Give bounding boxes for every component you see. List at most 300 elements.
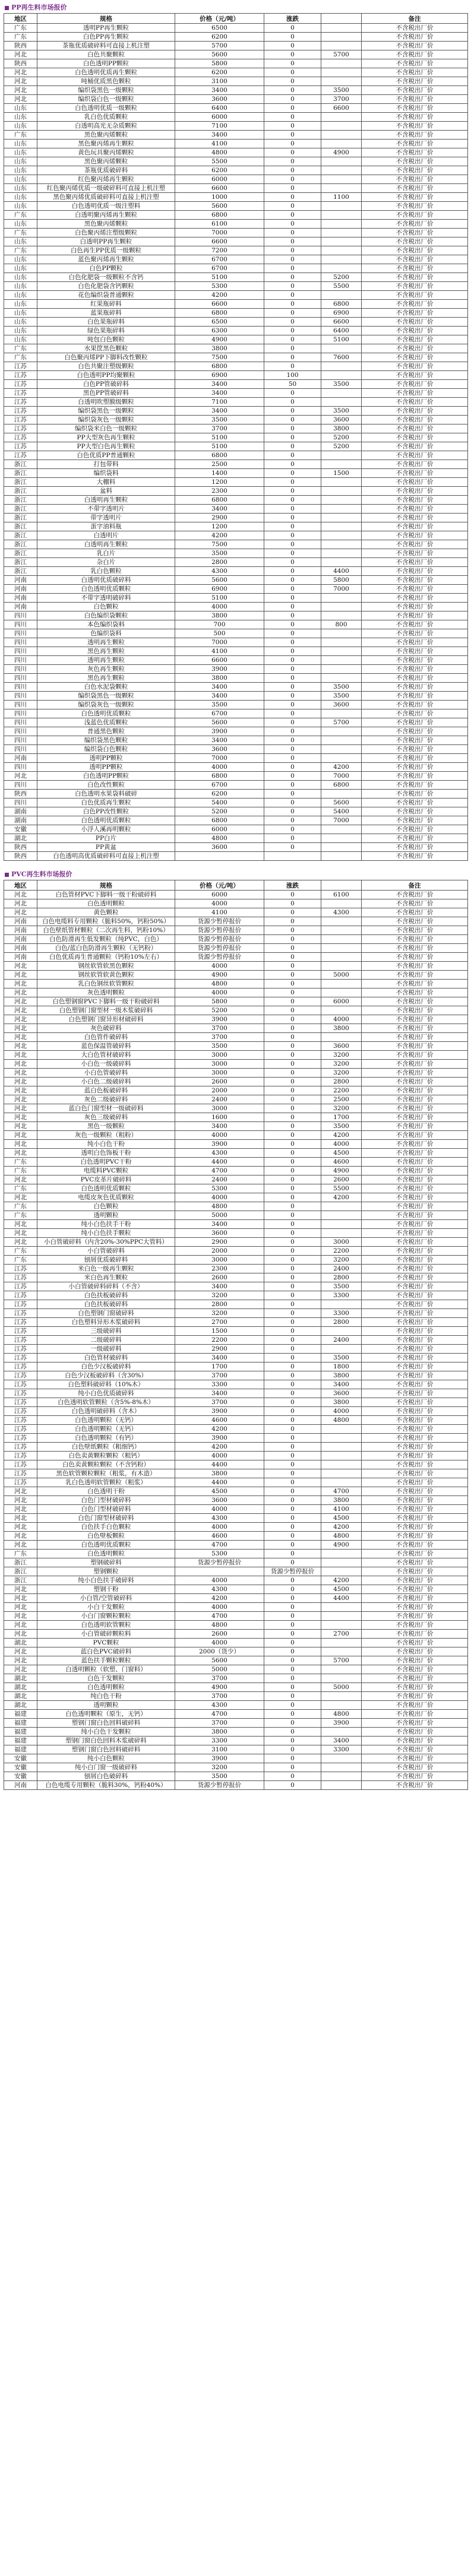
prev-price-cell bbox=[321, 558, 362, 567]
table-row bbox=[4, 1496, 468, 1505]
note-cell: 不含税出厂价 bbox=[362, 1086, 468, 1095]
prev-price-cell bbox=[321, 1033, 362, 1042]
price-cell: 3500 bbox=[175, 701, 264, 709]
region-cell: 江苏 bbox=[4, 1363, 37, 1371]
change-cell: 0 bbox=[264, 264, 321, 273]
table-row bbox=[4, 926, 468, 935]
note-cell: 不含税出厂价 bbox=[362, 1122, 468, 1131]
price-cell: 4600 bbox=[175, 1532, 264, 1541]
note-cell: 不含税出厂价 bbox=[362, 709, 468, 718]
table-row bbox=[4, 1701, 468, 1710]
price-cell: 3000 bbox=[175, 1051, 264, 1060]
spec-cell: 白色透明软管颗粒（含5%-8%木） bbox=[37, 1398, 175, 1407]
region-cell: 福建 bbox=[4, 1719, 37, 1728]
change-cell: 0 bbox=[264, 692, 321, 701]
prev-price-cell bbox=[321, 184, 362, 193]
table-row bbox=[4, 1113, 468, 1122]
spec-cell: 一级破碎料 bbox=[37, 1345, 175, 1354]
spec-cell: 透明再生颗粒 bbox=[37, 656, 175, 665]
region-cell: 山东 bbox=[4, 157, 37, 166]
region-cell: 山东 bbox=[4, 202, 37, 211]
change-cell: 0 bbox=[264, 1131, 321, 1140]
prev-price-cell: 5000 bbox=[321, 1683, 362, 1692]
spec-cell: 编织袋灰色一级颗粒 bbox=[37, 416, 175, 424]
region-cell: 陕西 bbox=[4, 852, 37, 861]
prev-price-cell bbox=[321, 1754, 362, 1763]
prev-price-cell bbox=[321, 1772, 362, 1781]
change-cell: 0 bbox=[264, 1532, 321, 1541]
change-cell bbox=[264, 852, 321, 861]
pvc-header-row bbox=[4, 880, 468, 891]
spec-cell: 蓝白色PVC破碎料 bbox=[37, 1647, 175, 1656]
price-cell: 3000 bbox=[175, 1069, 264, 1078]
change-cell: 0 bbox=[264, 407, 321, 416]
region-cell: 四川 bbox=[4, 799, 37, 807]
price-cell: 1600 bbox=[175, 1113, 264, 1122]
note-cell: 不含税出厂价 bbox=[362, 1603, 468, 1612]
prev-price-cell bbox=[321, 727, 362, 736]
region-cell: 江苏 bbox=[4, 1327, 37, 1336]
table-row bbox=[4, 1576, 468, 1585]
region-cell: 河北 bbox=[4, 1647, 37, 1656]
price-cell: 3700 bbox=[175, 1692, 264, 1701]
note-cell: 不含税出厂价 bbox=[362, 1247, 468, 1256]
price-cell: 6900 bbox=[175, 585, 264, 594]
change-cell: 0 bbox=[264, 1692, 321, 1701]
prev-price-cell bbox=[321, 1674, 362, 1683]
region-cell: 河北 bbox=[4, 1015, 37, 1024]
price-cell: 4000 bbox=[175, 899, 264, 908]
note-cell: 不含税出厂价 bbox=[362, 318, 468, 327]
note-cell: 不含税出厂价 bbox=[362, 611, 468, 620]
prev-price-cell bbox=[321, 264, 362, 273]
change-cell: 0 bbox=[264, 1621, 321, 1630]
change-cell: 0 bbox=[264, 442, 321, 451]
region-cell: 江苏 bbox=[4, 1434, 37, 1443]
table-row bbox=[4, 264, 468, 273]
change-cell: 0 bbox=[264, 24, 321, 33]
price-cell: 6700 bbox=[175, 255, 264, 264]
table-row bbox=[4, 1558, 468, 1567]
note-cell: 不含税出厂价 bbox=[362, 944, 468, 953]
table-row bbox=[4, 1719, 468, 1728]
region-cell: 河北 bbox=[4, 1220, 37, 1229]
spec-cell: 白色管材破碎料 bbox=[37, 1354, 175, 1363]
price-cell: 3400 bbox=[175, 407, 264, 416]
spec-cell: 透明颗粒 bbox=[37, 1211, 175, 1220]
table-row bbox=[4, 398, 468, 407]
region-cell: 山东 bbox=[4, 166, 37, 175]
note-cell: 不含税出厂价 bbox=[362, 1113, 468, 1122]
table-row bbox=[4, 469, 468, 478]
note-cell: 不含税出厂价 bbox=[362, 1487, 468, 1496]
change-cell: 0 bbox=[264, 1487, 321, 1496]
prev-price-cell: 3500 bbox=[321, 692, 362, 701]
note-cell: 不含税出厂价 bbox=[362, 1211, 468, 1220]
region-cell: 河北 bbox=[4, 772, 37, 781]
note-cell: 不含税出厂价 bbox=[362, 1015, 468, 1024]
change-cell: 0 bbox=[264, 33, 321, 42]
price-cell: 3600 bbox=[175, 745, 264, 754]
note-cell: 不含税出厂价 bbox=[362, 531, 468, 540]
prev-price-cell bbox=[321, 1621, 362, 1630]
prev-price-cell: 5800 bbox=[321, 576, 362, 585]
note-cell: 不含税出厂价 bbox=[362, 1621, 468, 1630]
region-cell: 广东 bbox=[4, 1184, 37, 1193]
price-cell: 6800 bbox=[175, 211, 264, 220]
price-cell: 5600 bbox=[175, 718, 264, 727]
spec-cell: 白色透明颗粒（无钙） bbox=[37, 1425, 175, 1434]
change-cell: 0 bbox=[264, 926, 321, 935]
note-cell: 不含税出厂价 bbox=[362, 917, 468, 926]
table-row bbox=[4, 1416, 468, 1425]
region-cell: 河北 bbox=[4, 899, 37, 908]
price-cell: 4000 bbox=[175, 1131, 264, 1140]
prev-price-cell: 3200 bbox=[321, 1256, 362, 1265]
change-cell: 0 bbox=[264, 77, 321, 86]
spec-cell: PP白片 bbox=[37, 834, 175, 843]
note-cell: 不含税出厂价 bbox=[362, 971, 468, 980]
spec-cell: 花色编织袋普通颗粒 bbox=[37, 291, 175, 300]
note-cell: 不含税出厂价 bbox=[362, 407, 468, 416]
change-cell: 0 bbox=[264, 935, 321, 944]
price-cell: 4000 bbox=[175, 763, 264, 772]
note-cell: 不含税出厂价 bbox=[362, 24, 468, 33]
prev-price-cell bbox=[321, 478, 362, 487]
note-cell: 不含税出厂价 bbox=[362, 59, 468, 68]
change-cell: 0 bbox=[264, 558, 321, 567]
spec-cell: 蓝果瓶碎料 bbox=[37, 309, 175, 318]
price-cell: 2400 bbox=[175, 1175, 264, 1184]
prev-price-cell bbox=[321, 736, 362, 745]
region-cell: 河北 bbox=[4, 1612, 37, 1621]
spec-cell: 纯白色干粉 bbox=[37, 1692, 175, 1701]
prev-price-cell bbox=[321, 362, 362, 371]
change-cell: 0 bbox=[264, 1745, 321, 1754]
price-cell: 3900 bbox=[175, 1407, 264, 1416]
note-cell: 不含税出厂价 bbox=[362, 104, 468, 113]
price-cell: 7000 bbox=[175, 638, 264, 647]
price-cell: 4100 bbox=[175, 908, 264, 917]
note-cell: 不含税出厂价 bbox=[362, 1158, 468, 1167]
prev-price-cell: 7000 bbox=[321, 585, 362, 594]
change-cell: 0 bbox=[264, 1363, 321, 1371]
table-row bbox=[4, 77, 468, 86]
price-cell: 6200 bbox=[175, 33, 264, 42]
spec-cell: 浅蓝色优质颗粒 bbox=[37, 718, 175, 727]
change-cell: 0 bbox=[264, 701, 321, 709]
note-cell: 不含税出厂价 bbox=[362, 1407, 468, 1416]
price-cell: 3900 bbox=[175, 1434, 264, 1443]
note-cell: 不含税出厂价 bbox=[362, 807, 468, 816]
table-row bbox=[4, 1754, 468, 1763]
spec-cell: 白色壁板颗粒 bbox=[37, 1532, 175, 1541]
table-row bbox=[4, 1425, 468, 1434]
prev-price-cell: 1500 bbox=[321, 469, 362, 478]
spec-cell: 黑色聚丙烯颗粒 bbox=[37, 131, 175, 140]
change-cell: 0 bbox=[264, 962, 321, 971]
table-row bbox=[4, 1567, 468, 1576]
region-cell: 四川 bbox=[4, 638, 37, 647]
prev-price-cell bbox=[321, 1558, 362, 1567]
change-cell: 0 bbox=[264, 157, 321, 166]
prev-price-cell: 3400 bbox=[321, 1380, 362, 1389]
table-row bbox=[4, 594, 468, 603]
table-row bbox=[4, 1078, 468, 1086]
spec-cell: 编织袋料 bbox=[37, 469, 175, 478]
note-cell: 不含税出厂价 bbox=[362, 1656, 468, 1665]
spec-cell: 电缆皮灰色优质颗粒 bbox=[37, 1193, 175, 1202]
price-cell: 3900 bbox=[175, 727, 264, 736]
region-cell: 河北 bbox=[4, 1505, 37, 1514]
price-cell bbox=[175, 852, 264, 861]
spec-cell: 钢丝软管软黄色颗粒 bbox=[37, 971, 175, 980]
spec-cell: 白色防滑再生低发颗粒（纯PVC，白色） bbox=[37, 935, 175, 944]
price-cell: 4700 bbox=[175, 1612, 264, 1621]
change-cell: 0 bbox=[264, 1683, 321, 1692]
price-cell: 6600 bbox=[175, 237, 264, 246]
spec-cell: 白色透明优质颗粒 bbox=[37, 1541, 175, 1550]
note-cell: 不含税出厂价 bbox=[362, 424, 468, 433]
prev-price-cell bbox=[321, 113, 362, 122]
change-cell: 0 bbox=[264, 585, 321, 594]
table-row bbox=[4, 1550, 468, 1558]
table-row bbox=[4, 834, 468, 843]
change-cell: 0 bbox=[264, 1238, 321, 1247]
note-cell: 不含税出厂价 bbox=[362, 825, 468, 834]
prev-price-cell: 3800 bbox=[321, 1371, 362, 1380]
spec-cell: 灰色透明颗粒 bbox=[37, 988, 175, 997]
note-cell: 不含税出厂价 bbox=[362, 727, 468, 736]
spec-cell: 白色少汉板破碎料（含30%） bbox=[37, 1371, 175, 1380]
price-cell: 6400 bbox=[175, 104, 264, 113]
spec-cell: 乳白色颗粒 bbox=[37, 567, 175, 576]
prev-price-cell bbox=[321, 1443, 362, 1452]
table-row bbox=[4, 629, 468, 638]
price-cell: 3800 bbox=[175, 611, 264, 620]
table-row bbox=[4, 407, 468, 416]
change-cell: 0 bbox=[264, 487, 321, 496]
table-row bbox=[4, 1639, 468, 1647]
price-cell: 4800 bbox=[175, 1202, 264, 1211]
price-cell: 4000 bbox=[175, 962, 264, 971]
table-row bbox=[4, 1140, 468, 1149]
prev-price-cell: 4800 bbox=[321, 1710, 362, 1719]
note-cell: 不含税出厂价 bbox=[362, 362, 468, 371]
table-row bbox=[4, 1737, 468, 1745]
note-cell: 不含税出厂价 bbox=[362, 1496, 468, 1505]
change-cell: 0 bbox=[264, 1086, 321, 1095]
note-cell: 不含税出厂价 bbox=[362, 799, 468, 807]
prev-price-cell bbox=[321, 371, 362, 380]
price-cell: 4300 bbox=[175, 1585, 264, 1594]
spec-cell: 乳白片 bbox=[37, 549, 175, 558]
table-row bbox=[4, 701, 468, 709]
region-cell: 河北 bbox=[4, 1086, 37, 1095]
price-cell: 4100 bbox=[175, 647, 264, 656]
table-row bbox=[4, 1647, 468, 1656]
spec-cell: 白色门窗型材破碎料 bbox=[37, 1514, 175, 1523]
change-cell: 0 bbox=[264, 1184, 321, 1193]
change-cell: 0 bbox=[264, 656, 321, 665]
region-cell: 河北 bbox=[4, 1585, 37, 1594]
spec-cell: 黑色聚丙烯颗粒 bbox=[37, 157, 175, 166]
price-cell: 3400 bbox=[175, 86, 264, 95]
prev-price-cell: 4600 bbox=[321, 1158, 362, 1167]
region-cell: 河北 bbox=[4, 1496, 37, 1505]
prev-price-cell: 4500 bbox=[321, 1149, 362, 1158]
table-row bbox=[4, 1594, 468, 1603]
price-cell: 3400 bbox=[175, 380, 264, 389]
region-cell: 河北 bbox=[4, 1621, 37, 1630]
prev-price-cell bbox=[321, 843, 362, 852]
region-cell: 江苏 bbox=[4, 424, 37, 433]
prev-price-cell bbox=[321, 1550, 362, 1558]
spec-cell: 红色聚丙烯再生颗粒 bbox=[37, 175, 175, 184]
note-cell: 不含税出厂价 bbox=[362, 193, 468, 202]
region-cell: 山东 bbox=[4, 273, 37, 282]
region-cell: 河北 bbox=[4, 1656, 37, 1665]
prev-price-cell: 4000 bbox=[321, 1407, 362, 1416]
table-row bbox=[4, 1122, 468, 1131]
table-row bbox=[4, 1247, 468, 1256]
note-cell: 不含税出厂价 bbox=[362, 926, 468, 935]
change-cell: 0 bbox=[264, 1558, 321, 1567]
note-cell: 不含税出厂价 bbox=[362, 1443, 468, 1452]
change-cell: 0 bbox=[264, 567, 321, 576]
region-cell: 河北 bbox=[4, 1665, 37, 1674]
region-cell: 安徽 bbox=[4, 1772, 37, 1781]
prev-price-cell bbox=[321, 344, 362, 353]
spec-cell: 白色PP管破碎料 bbox=[37, 380, 175, 389]
prev-price-cell bbox=[321, 1603, 362, 1612]
prev-price-cell: 4200 bbox=[321, 1523, 362, 1532]
change-cell: 0 bbox=[264, 122, 321, 131]
table-row bbox=[4, 1621, 468, 1630]
spec-cell: 小白干发颗粒 bbox=[37, 1603, 175, 1612]
spec-cell: 白色门型材破碎料 bbox=[37, 1505, 175, 1514]
price-cell: 4200 bbox=[175, 1425, 264, 1434]
change-cell: 0 bbox=[264, 1229, 321, 1238]
table-row bbox=[4, 1363, 468, 1371]
table-row bbox=[4, 683, 468, 692]
table-row bbox=[4, 1763, 468, 1772]
note-cell: 不含税出厂价 bbox=[362, 1416, 468, 1425]
table-row bbox=[4, 184, 468, 193]
spec-cell: 透明白色饰板干粉 bbox=[37, 1149, 175, 1158]
header-note: 备注 bbox=[362, 880, 468, 891]
change-cell: 0 bbox=[264, 899, 321, 908]
table-row bbox=[4, 33, 468, 42]
price-cell: 3000 bbox=[175, 1104, 264, 1113]
table-row bbox=[4, 549, 468, 558]
prev-price-cell: 5000 bbox=[321, 971, 362, 980]
spec-cell: 编织袋白色一级颗粒 bbox=[37, 95, 175, 104]
price-cell: 1400 bbox=[175, 469, 264, 478]
price-cell: 4400 bbox=[175, 1478, 264, 1487]
price-cell: 5200 bbox=[175, 1006, 264, 1015]
spec-cell: 白色聚丙烯注塑级颗粒 bbox=[37, 229, 175, 237]
table-row bbox=[4, 1434, 468, 1443]
table-row bbox=[4, 1149, 468, 1158]
table-row bbox=[4, 460, 468, 469]
table-row bbox=[4, 424, 468, 433]
change-cell: 0 bbox=[264, 1701, 321, 1710]
prev-price-cell: 3500 bbox=[321, 1282, 362, 1291]
prev-price-cell bbox=[321, 398, 362, 407]
price-cell: 3400 bbox=[175, 505, 264, 514]
prev-price-cell: 6900 bbox=[321, 309, 362, 318]
change-cell: 0 bbox=[264, 50, 321, 59]
price-cell: 4000 bbox=[175, 1523, 264, 1532]
region-cell: 山东 bbox=[4, 148, 37, 157]
change-cell: 0 bbox=[264, 1585, 321, 1594]
price-cell: 6900 bbox=[175, 371, 264, 380]
note-cell: 不含税出厂价 bbox=[362, 1167, 468, 1175]
change-cell: 0 bbox=[264, 291, 321, 300]
price-cell: 4900 bbox=[175, 971, 264, 980]
prev-price-cell bbox=[321, 255, 362, 264]
region-cell: 山东 bbox=[4, 300, 37, 309]
spec-cell: 透明再生颗粒 bbox=[37, 638, 175, 647]
table-row bbox=[4, 389, 468, 398]
table-row bbox=[4, 335, 468, 344]
price-cell: 7000 bbox=[175, 229, 264, 237]
table-row bbox=[4, 656, 468, 665]
table-row bbox=[4, 799, 468, 807]
prev-price-cell bbox=[321, 487, 362, 496]
spec-cell: 白透明片 bbox=[37, 531, 175, 540]
prev-price-cell: 5400 bbox=[321, 807, 362, 816]
price-cell: 7100 bbox=[175, 398, 264, 407]
price-cell: 货源少暂停报价 bbox=[175, 935, 264, 944]
change-cell: 0 bbox=[264, 1389, 321, 1398]
prev-price-cell: 2700 bbox=[321, 1630, 362, 1639]
prev-price-cell bbox=[321, 825, 362, 834]
table-row bbox=[4, 727, 468, 736]
spec-cell: 白色果瓶碎料 bbox=[37, 318, 175, 327]
prev-price-cell bbox=[321, 175, 362, 184]
note-cell: 不含税出厂价 bbox=[362, 1772, 468, 1781]
prev-price-cell: 3000 bbox=[321, 1238, 362, 1247]
spec-cell: 白色电缆料专用颗粒（脆料50%，钙粉50%） bbox=[37, 917, 175, 926]
spec-cell: 钢丝软管软黑色颗粒 bbox=[37, 962, 175, 971]
region-cell: 江苏 bbox=[4, 1478, 37, 1487]
table-row bbox=[4, 891, 468, 899]
price-cell: 2400 bbox=[175, 1095, 264, 1104]
region-cell: 河北 bbox=[4, 1487, 37, 1496]
prev-price-cell bbox=[321, 1612, 362, 1621]
region-cell: 浙江 bbox=[4, 514, 37, 522]
table-row bbox=[4, 567, 468, 576]
table-row bbox=[4, 1514, 468, 1523]
price-cell: 2900 bbox=[175, 514, 264, 522]
note-cell: 不含税出厂价 bbox=[362, 202, 468, 211]
price-cell: 3200 bbox=[175, 1309, 264, 1318]
price-cell: 6800 bbox=[175, 496, 264, 505]
prev-price-cell: 4000 bbox=[321, 1140, 362, 1149]
table-row bbox=[4, 104, 468, 113]
note-cell: 不含税出厂价 bbox=[362, 211, 468, 220]
spec-cell: 色编织袋料 bbox=[37, 629, 175, 638]
price-cell: 3600 bbox=[175, 95, 264, 104]
region-cell: 四川 bbox=[4, 692, 37, 701]
spec-cell: 白色塑钢门窗破碎料 bbox=[37, 1309, 175, 1318]
change-cell: 0 bbox=[264, 1175, 321, 1184]
price-cell: 3000 bbox=[175, 1256, 264, 1265]
prev-price-cell bbox=[321, 852, 362, 861]
note-cell: 不含税出厂价 bbox=[362, 1514, 468, 1523]
